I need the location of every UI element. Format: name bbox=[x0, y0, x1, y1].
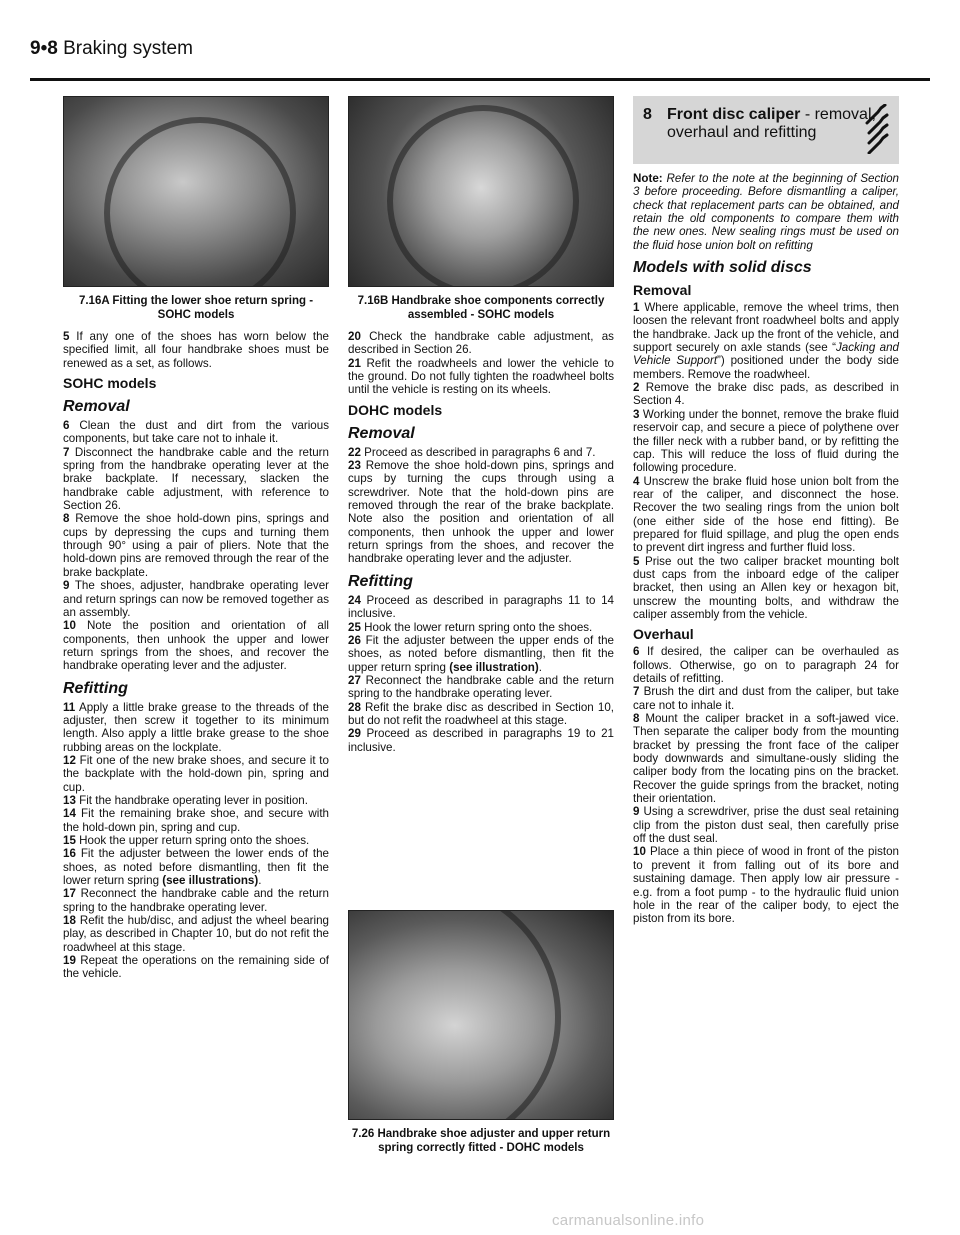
column-2 bbox=[348, 96, 614, 1154]
page-header bbox=[30, 38, 193, 60]
paragraph-9: 9 The shoes, adjuster, handbrake operating lever and return springs can now be removed together as an assembly. bbox=[63, 579, 330, 619]
paragraph-6: 6 If desired, the caliper can be overhauled as follows. Otherwise, go on to paragraph 24 for details of refitting. bbox=[633, 645, 899, 685]
paragraph-17: 17 Reconnect the handbrake cable and the return spring to the handbrake operating lever. bbox=[63, 887, 329, 914]
page-number: 9•8 bbox=[30, 38, 58, 59]
paragraph-26: 26 Fit the adjuster between the upper ends of the shoes, as noted before dismantling, then fit the upper return spring (see illustration). bbox=[348, 633, 614, 674]
paragraph-10: 10 Place a thin piece of wood in front of the piston to prevent it from falling out of its bore and sustaining damage. Then apply low air pressure - e.g. from a foot pump - to the hydraulic fluid union hole in the rear of the caliper body, to eject the piston from its bore. bbox=[633, 845, 899, 926]
header-rule bbox=[30, 78, 930, 81]
paragraph-23: 23 Remove the shoe hold-down pins, springs and cups by turning the cups through using a screwdriver. Note that the hold-down pins are removed through the rear of the brake backplate. Note also the position and orientation of all components, then unhook the upper and lower return springs from the shoes, and recover the handbrake operating lever and the adjuster. bbox=[348, 459, 614, 566]
paragraph-4: 4 Unscrew the brake fluid hose union bolt from the rear of the caliper, and disconnect the hose. Recover the two sealing rings from the union bolt (one either side of the hose end fitting). Be prepared for fluid spillage, and plug the open ends to prevent dirt ingress and further fluid loss. bbox=[633, 474, 899, 555]
watermark: carmanualsonline.info bbox=[552, 1212, 705, 1229]
section-number: 8 bbox=[643, 106, 652, 123]
paragraph-12: 12 Fit one of the new brake shoes, and secure it to the backplate with the hold-down pin, spring and cup. bbox=[63, 753, 329, 794]
paragraph-13: 13 Fit the handbrake operating lever in position. bbox=[63, 793, 308, 807]
paragraph-21: 21 Refit the roadwheels and lower the vehicle to the ground. Do not fully tighten the roadwheel bolts until the vehicle is resting on its wheels. bbox=[348, 356, 614, 397]
paragraph-19: 19 Repeat the operations on the remaining side of the vehicle. bbox=[63, 954, 329, 981]
paragraph-28: 28 Refit the brake disc as described in Section 10, but do not refit the roadwheel at this stage. bbox=[348, 700, 614, 727]
heading-sohc-models: SOHC models bbox=[63, 375, 157, 392]
paragraph-9: 9 Using a screwdriver, prise the dust seal retaining clip from the piston dust seal, then carefully prise off the dust seal. bbox=[633, 805, 899, 846]
paragraph-27: 27 Reconnect the handbrake cable and the return spring to the handbrake operating lever. bbox=[348, 673, 614, 701]
paragraph-18: 18 Refit the hub/disc, and adjust the wheel bearing play, as described in Chapter 10, but do not refit the roadwheel at this stage. bbox=[63, 914, 329, 954]
column-3 bbox=[633, 96, 899, 926]
paragraph-6: 6 Clean the dust and dirt from the various components, but take care not to inhale it. bbox=[63, 419, 329, 446]
paragraph-15: 15 Hook the upper return spring onto the shoes. bbox=[63, 834, 310, 847]
paragraph-10: 10 Note the position and orientation of all components, then unhook the upper and lower return springs from the shoes, and recover the handbrake operating lever and the adjuster. bbox=[63, 619, 329, 673]
section-title: Front disc caliper bbox=[667, 106, 801, 123]
note-paragraph: Note: Refer to the note at the beginning of Section 3 before proceeding. Before dismantling a caliper, check that replacement parts can be obtained, and retain the old components to compare them with the new ones. New sealing rings must be used on the fluid hose union bolt on refitting bbox=[633, 172, 899, 252]
photo-7-26 bbox=[348, 910, 614, 1120]
heading-refitting: Refitting bbox=[63, 679, 128, 697]
paragraph-1: 1 Where applicable, remove the wheel trims, then loosen the relevant front roadwheel bolts and apply the handbrake. Jack up the front of the vehicle, and support securely on axle stands (see “Jacking and Vehicle Support”) positioned under the body side members. Remove the roadwheel. bbox=[633, 301, 900, 381]
figure-caption-7-26: 7.26 Handbrake shoe adjuster and upper return spring correctly fitted - DOHC models bbox=[351, 1128, 611, 1154]
paragraph-24: 24 Proceed as described in paragraphs 11 to 14 inclusive. bbox=[348, 593, 614, 621]
paragraph-11: 11 Apply a little brake grease to the threads of the adjuster, then screw it together to its minimum length. Also apply a little brake grease to the shoe rubbing areas on the lockplate. bbox=[63, 700, 330, 754]
section-8-heading: 8 Front disc caliper - removal, overhaul and refitting bbox=[633, 96, 899, 164]
difficulty-spanner-icon bbox=[863, 104, 889, 154]
paragraph-2: 2 Remove the brake disc pads, as described in Section 4. bbox=[633, 381, 899, 408]
chapter-title: Braking system bbox=[63, 38, 193, 59]
paragraph-14: 14 Fit the remaining brake shoe, and secure with the hold-down pin, spring and cup. bbox=[63, 807, 329, 834]
paragraph-29: 29 Proceed as described in paragraphs 19 to 21 inclusive. bbox=[348, 727, 614, 754]
paragraph-8: 8 Mount the caliper bracket in a soft-jawed vice. Then separate the caliper body from the mounting bracket by pressing the front face of the caliper body downwards and simultane-ously sliding the caliper body from the locating pins on the bracket. Recover the guide springs from the bracket, noting their orientation. bbox=[633, 712, 899, 806]
paragraph-20: 20 Check the handbrake cable adjustment, as described in Section 26. bbox=[348, 330, 614, 357]
paragraph-7: 7 Brush the dirt and dust from the caliper, but take care not to inhale it. bbox=[633, 685, 899, 712]
heading-dohc-models: DOHC models bbox=[348, 401, 443, 418]
heading-removal: Removal bbox=[348, 424, 415, 442]
illustration-reference: (see illustration) bbox=[449, 660, 539, 674]
paragraph-5: 5 Prise out the two caliper bracket mounting bolt dust caps from the inboard edge of the caliper bracket, then using an Allen key or hexagon bit, unscrew the mounting bolts, and withdraw the caliper assembly from the vehicle. bbox=[633, 554, 899, 621]
heading-models-with-solid-discs: Models with solid discs bbox=[633, 259, 812, 277]
heading-removal: Removal bbox=[63, 398, 130, 416]
paragraph-22: 22 Proceed as described in paragraphs 6 and 7. bbox=[348, 445, 596, 459]
figure-caption-7-16a: 7.16A Fitting the lower shoe return spring - SOHC models bbox=[78, 295, 314, 321]
figure-7-26 bbox=[348, 910, 614, 1163]
paragraph-25: 25 Hook the lower return spring onto the shoes. bbox=[348, 620, 593, 634]
paragraph-8: 8 Remove the shoe hold-down pins, springs and cups by depressing the cups and turning them through 90° using a pair of pliers. Note that the hold-down pins are removed through the rear of the brake backplate. bbox=[63, 512, 329, 579]
heading-removal: Removal bbox=[633, 282, 692, 299]
photo-7-16a bbox=[63, 96, 329, 287]
figure-caption-7-16b: 7.16B Handbrake shoe components correctly assembled - SOHC models bbox=[357, 295, 605, 321]
section-title-line2: overhaul and refitting bbox=[667, 124, 817, 141]
column-1 bbox=[63, 96, 329, 981]
illustration-reference: (see illustrations) bbox=[162, 874, 259, 888]
heading-overhaul: Overhaul bbox=[633, 626, 694, 643]
paragraph-3: 3 Working under the bonnet, remove the brake fluid reservoir cap, and secure a piece of polythene over the filler neck with a rubber band, or by refitting the cap. This will reduce the loss of fluid during the following procedure. bbox=[633, 407, 899, 475]
paragraph-7: 7 Disconnect the handbrake cable and the return spring from the handbrake operating lever at the brake backplate. If necessary, slacken the handbrake cable adjustment, with reference to Section 26. bbox=[63, 445, 329, 513]
photo-7-16b bbox=[348, 96, 614, 287]
paragraph-16: 16 Fit the adjuster between the lower ends of the shoes, as noted before dismantling, then fit the lower return spring (see illustrations). bbox=[63, 847, 329, 888]
paragraph-5: 5 If any one of the shoes has worn below the specified limit, all four handbrake shoes must be renewed as a set, as follows. bbox=[63, 330, 329, 370]
heading-refitting: Refitting bbox=[348, 572, 413, 590]
